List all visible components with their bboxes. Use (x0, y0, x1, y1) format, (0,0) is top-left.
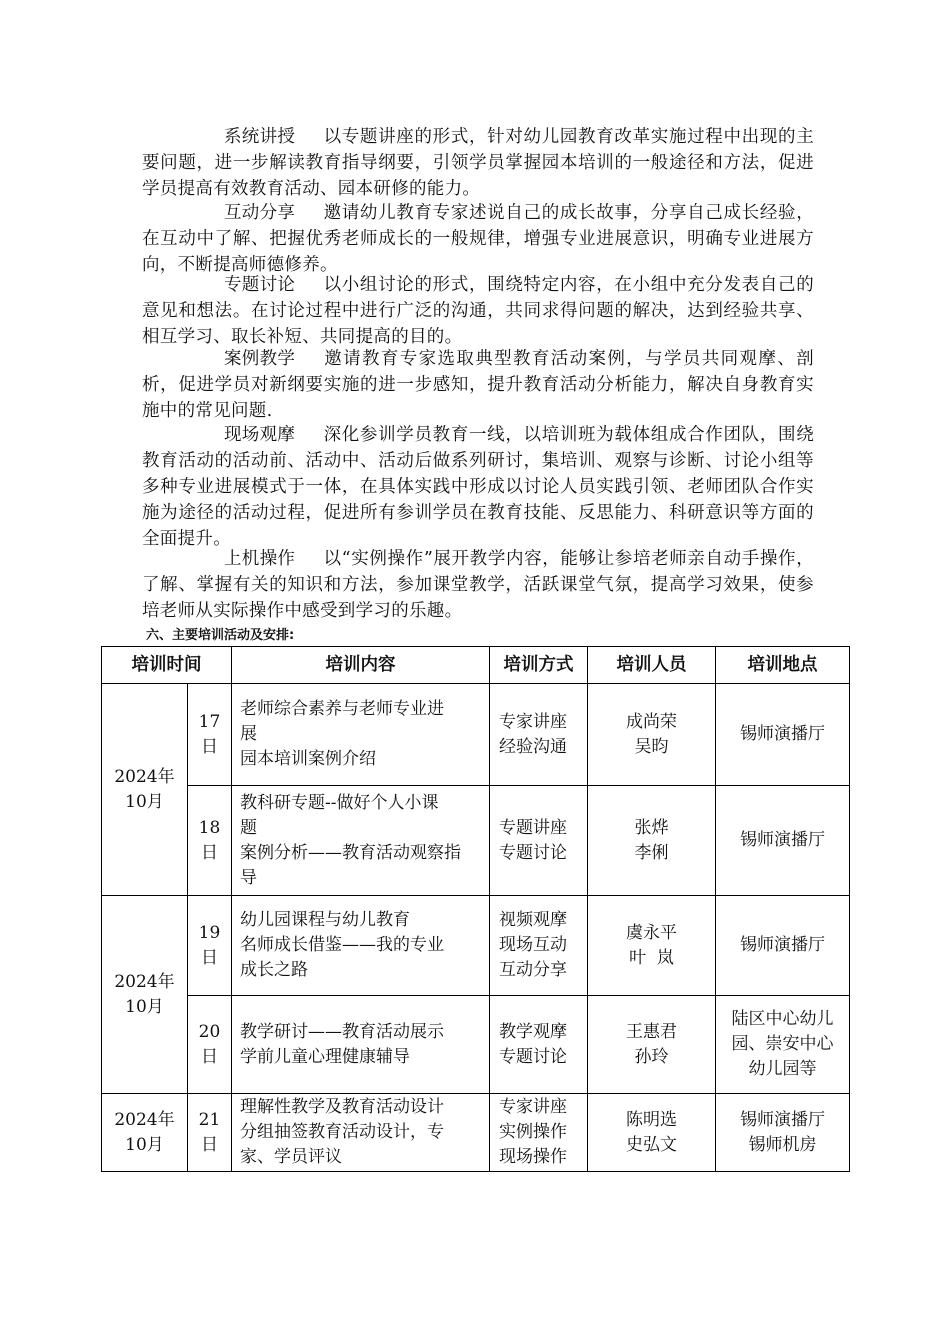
method-line: 现场操作 (499, 1147, 567, 1167)
schedule-table (101, 646, 850, 1172)
day-cell (188, 996, 232, 1094)
person-name: 张烨 (634, 817, 669, 838)
content-cell (232, 786, 490, 896)
method-cell (490, 684, 588, 786)
content-line: 成长之路 (240, 960, 308, 980)
day-unit: 日 (201, 947, 218, 968)
location-line: 园、崇安中心 (731, 1034, 834, 1054)
location-line: 锡师演播厅 (740, 724, 825, 744)
person-name: 吴昀 (634, 736, 669, 757)
date-month: 10月 (125, 791, 164, 812)
person-name: 孙玲 (634, 1046, 669, 1067)
method-line: 视频观摩 (499, 910, 567, 930)
location-cell (716, 1094, 850, 1172)
location-line: 锡师演播厅 (740, 935, 825, 955)
location-line: 陆区中心幼儿 (731, 1009, 834, 1029)
content-line: 展 (240, 724, 257, 744)
location-line: 锡师机房 (748, 1134, 817, 1155)
people-cell (588, 786, 716, 896)
method-cell (490, 996, 588, 1094)
paragraph-interactive-sharing (142, 200, 814, 278)
people-cell (588, 1094, 716, 1172)
people-cell (588, 996, 716, 1094)
people-cell (588, 896, 716, 996)
location-cell (716, 996, 850, 1094)
paragraph-text: 以“实例操作”展开教学内容，能够让参培老师亲自动手操作，了解、掌握有关的知识和方法，参加课堂教学，活跃课堂气氛，提高学习效果，使参培老师从实际操作中感受到学习的乐趣。 (142, 549, 814, 621)
method-line: 专题讨论 (499, 1046, 567, 1067)
table-row (102, 1094, 850, 1172)
content-line: 分组抽签教育活动设计，专 (240, 1122, 444, 1142)
method-line: 专题讨论 (499, 842, 567, 863)
day-unit: 日 (201, 842, 218, 863)
method-line: 现场互动 (499, 935, 567, 955)
header-time: 培训时间 (102, 647, 232, 684)
paragraph-text: 以专题讲座的形式，针对幼儿园教育改革实施过程中出现的主要问题，进一步解读教育指导纲要，引领学员掌握园本培训的一般途径和方法，促进学员提高有效教育活动、园本研修的能力。 (142, 127, 814, 199)
method-cell (490, 896, 588, 996)
content-cell (232, 1094, 490, 1172)
person-name: 史弘文 (626, 1134, 677, 1155)
person-name: 叶 岚 (629, 947, 674, 968)
content-line: 理解性教学及教育活动设计 (240, 1097, 444, 1117)
content-line: 导 (240, 867, 257, 888)
day-number: 17 (198, 711, 221, 732)
paragraph-term: 现场观摩 (224, 425, 296, 445)
day-cell (188, 786, 232, 896)
day-number: 19 (198, 922, 221, 943)
date-year: 2024年 (114, 766, 175, 787)
table-row (102, 684, 850, 786)
people-cell (588, 684, 716, 786)
person-name: 李俐 (634, 842, 669, 863)
paragraph-case-teaching (142, 346, 814, 424)
day-unit: 日 (201, 1046, 218, 1067)
date-cell (102, 684, 188, 896)
header-method: 培训方式 (490, 647, 588, 684)
method-line: 实例操作 (499, 1122, 567, 1142)
person-name: 成尚荣 (626, 711, 677, 732)
content-line: 学前儿童心理健康辅导 (240, 1046, 410, 1067)
header-people: 培训人员 (588, 647, 716, 684)
paragraph-text: 深化参训学员教育一线，以培训班为载体组成合作团队，围绕教育活动的活动前、活动中、活动后做系列研讨，集培训、观察与诊断、讨论小组等多种专业进展模式于一体，在具体实践中形成以讨论人员实践引领、老师团队合作实施为途径的活动过程，促进所有参训学员在教育技能、反思能力、科研意识等方面的全面提升。 (142, 425, 814, 549)
table-header-row (102, 647, 850, 684)
content-line: 教学研讨——教育活动展示 (240, 1021, 444, 1042)
content-line: 教科研专题--做好个人小课 (240, 792, 439, 813)
content-line: 老师综合素养与老师专业进 (240, 699, 444, 719)
paragraph-text: 邀请幼儿教育专家述说自己的成长故事，分享自己成长经验，在互动中了解、把握优秀老师成长的一般规律，增强专业进展意识，明确专业进展方向，不断提高师德修养。 (142, 203, 814, 275)
method-line: 专家讲座 (499, 711, 567, 732)
section-title: 六、主要培训活动及安排: (146, 628, 295, 643)
paragraph-text: 以小组讨论的形式，围绕特定内容，在小组中充分发表自己的意见和想法。在讨论过程中进行广泛的沟通，共同求得问题的解决，达到经验共享、相互学习、取长补短、共同提高的目的。 (142, 275, 814, 347)
paragraph-term: 系统讲授 (224, 127, 296, 147)
person-name: 陈明选 (626, 1109, 677, 1130)
content-line: 案例分析——教育活动观察指 (240, 842, 461, 863)
method-line: 经验沟通 (499, 736, 567, 757)
day-number: 18 (198, 817, 221, 838)
content-cell (232, 684, 490, 786)
day-number: 21 (198, 1109, 221, 1130)
location-line: 幼儿园等 (748, 1059, 817, 1079)
location-line: 锡师演播厅 (740, 1109, 825, 1130)
date-year: 2024年 (114, 971, 175, 992)
date-cell (102, 1094, 188, 1172)
paragraph-term: 专题讨论 (224, 275, 296, 295)
paragraph-text: 邀请教育专家选取典型教育活动案例，与学员共同观摩、剖析，促进学员对新纲要实施的进一步感知，提升教育活动分析能力，解决自身教育实施中的常见问题. (142, 349, 814, 421)
day-cell (188, 1094, 232, 1172)
day-cell (188, 684, 232, 786)
day-unit: 日 (201, 736, 218, 757)
day-number: 20 (198, 1021, 221, 1042)
paragraph-term: 上机操作 (224, 549, 296, 569)
method-line: 专题讲座 (499, 817, 567, 838)
date-month: 10月 (125, 1134, 164, 1155)
date-year: 2024年 (114, 1109, 175, 1130)
paragraph-term: 案例教学 (224, 349, 296, 369)
table-row (102, 896, 850, 996)
paragraph-topic-discussion (142, 272, 814, 350)
person-name: 虞永平 (626, 922, 677, 943)
content-line: 幼儿园课程与幼儿教育 (240, 910, 410, 930)
content-line: 题 (240, 817, 257, 838)
paragraph-lecture (142, 124, 814, 202)
date-cell (102, 896, 188, 1094)
day-unit: 日 (201, 1134, 218, 1155)
location-line: 锡师演播厅 (740, 830, 825, 850)
paragraph-hands-on (142, 546, 814, 624)
method-cell (490, 1094, 588, 1172)
table-row (102, 786, 850, 896)
content-line: 园本培训案例介绍 (240, 749, 376, 769)
person-name: 王惠君 (626, 1021, 677, 1042)
location-cell (716, 684, 850, 786)
table-row (102, 996, 850, 1094)
content-cell (232, 896, 490, 996)
paragraph-term: 互动分享 (224, 203, 296, 223)
content-cell (232, 996, 490, 1094)
method-line: 互动分享 (499, 960, 567, 980)
method-line: 专家讲座 (499, 1097, 567, 1117)
location-cell (716, 896, 850, 996)
content-line: 名师成长借鉴——我的专业 (240, 935, 444, 955)
content-line: 家、学员评议 (240, 1147, 342, 1167)
day-cell (188, 896, 232, 996)
location-cell (716, 786, 850, 896)
method-line: 教学观摩 (499, 1021, 567, 1042)
header-content: 培训内容 (232, 647, 490, 684)
date-month: 10月 (125, 996, 164, 1017)
method-cell (490, 786, 588, 896)
paragraph-site-observation (142, 422, 814, 552)
header-location: 培训地点 (716, 647, 850, 684)
